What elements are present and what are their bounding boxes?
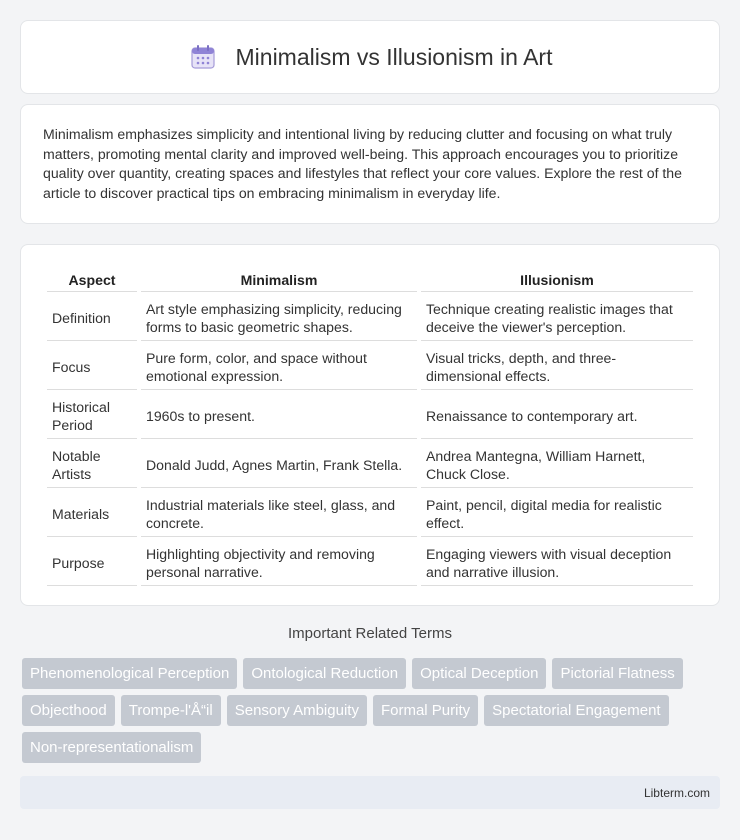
header-aspect: Aspect bbox=[47, 268, 137, 292]
minimalism-cell: Donald Judd, Agnes Martin, Frank Stella. bbox=[141, 442, 417, 488]
related-terms-list bbox=[22, 658, 722, 769]
illusionism-cell: Technique creating realistic images that deceive the viewer's perception. bbox=[421, 295, 693, 341]
table-row bbox=[47, 344, 693, 390]
page-title: Minimalism vs Illusionism in Art bbox=[235, 43, 553, 70]
minimalism-cell: Pure form, color, and space without emotional expression. bbox=[141, 344, 417, 390]
comparison-table bbox=[43, 265, 697, 589]
minimalism-cell: Industrial materials like steel, glass, and concrete. bbox=[141, 491, 417, 537]
comparison-card bbox=[20, 244, 720, 606]
aspect-cell: Materials bbox=[47, 491, 137, 537]
illusionism-cell: Andrea Mantegna, William Harnett, Chuck Close. bbox=[421, 442, 693, 488]
aspect-cell: Notable Artists bbox=[47, 442, 137, 488]
aspect-cell: Definition bbox=[47, 295, 137, 341]
intro-card bbox=[20, 104, 720, 224]
illusionism-cell: Renaissance to contemporary art. bbox=[421, 393, 693, 439]
header-card bbox=[20, 20, 720, 94]
header-minimalism: Minimalism bbox=[141, 268, 417, 292]
minimalism-cell: Art style emphasizing simplicity, reducing forms to basic geometric shapes. bbox=[141, 295, 417, 341]
aspect-cell: Purpose bbox=[47, 540, 137, 586]
footer bbox=[20, 776, 720, 809]
calendar-icon bbox=[188, 42, 218, 72]
aspect-cell: Focus bbox=[47, 344, 137, 390]
illusionism-cell: Engaging viewers with visual deception and narrative illusion. bbox=[421, 540, 693, 586]
illusionism-cell: Paint, pencil, digital media for realistic effect. bbox=[421, 491, 693, 537]
table-header-row bbox=[47, 268, 693, 292]
footer-link[interactable]: Libterm.com bbox=[643, 785, 710, 800]
related-terms-title: Important Related Terms bbox=[288, 625, 452, 642]
related-term-tag[interactable]: Formal Purity bbox=[373, 695, 478, 726]
related-term-tag[interactable]: Non-representationalism bbox=[22, 732, 201, 763]
header-illusionism: Illusionism bbox=[421, 268, 693, 292]
table-row bbox=[47, 295, 693, 341]
table-row bbox=[47, 540, 693, 586]
table-row bbox=[47, 491, 693, 537]
related-term-tag[interactable]: Trompe-l'Å“il bbox=[121, 695, 221, 726]
related-term-tag[interactable]: Phenomenological Perception bbox=[22, 658, 237, 689]
related-term-tag[interactable]: Optical Deception bbox=[412, 658, 546, 689]
related-term-tag[interactable]: Sensory Ambiguity bbox=[227, 695, 367, 726]
table-row bbox=[47, 393, 693, 439]
aspect-cell: Historical Period bbox=[47, 393, 137, 439]
related-term-tag[interactable]: Ontological Reduction bbox=[243, 658, 406, 689]
minimalism-cell: 1960s to present. bbox=[141, 393, 417, 439]
minimalism-cell: Highlighting objectivity and removing personal narrative. bbox=[141, 540, 417, 586]
intro-text: Minimalism emphasizes simplicity and intentional living by reducing clutter and focusing on what truly matters, promoting mental clarity and improved well-being. This approach encourages you to prioritize quality over quantity, creating spaces and lifestyles that reflect your core values. Explore the rest of the article to discover practical tips on embracing minimalism in everyday life. bbox=[43, 126, 682, 201]
related-term-tag[interactable]: Objecthood bbox=[22, 695, 115, 726]
related-term-tag[interactable]: Spectatorial Engagement bbox=[484, 695, 668, 726]
related-term-tag[interactable]: Pictorial Flatness bbox=[552, 658, 682, 689]
table-row bbox=[47, 442, 693, 488]
illusionism-cell: Visual tricks, depth, and three-dimensional effects. bbox=[421, 344, 693, 390]
